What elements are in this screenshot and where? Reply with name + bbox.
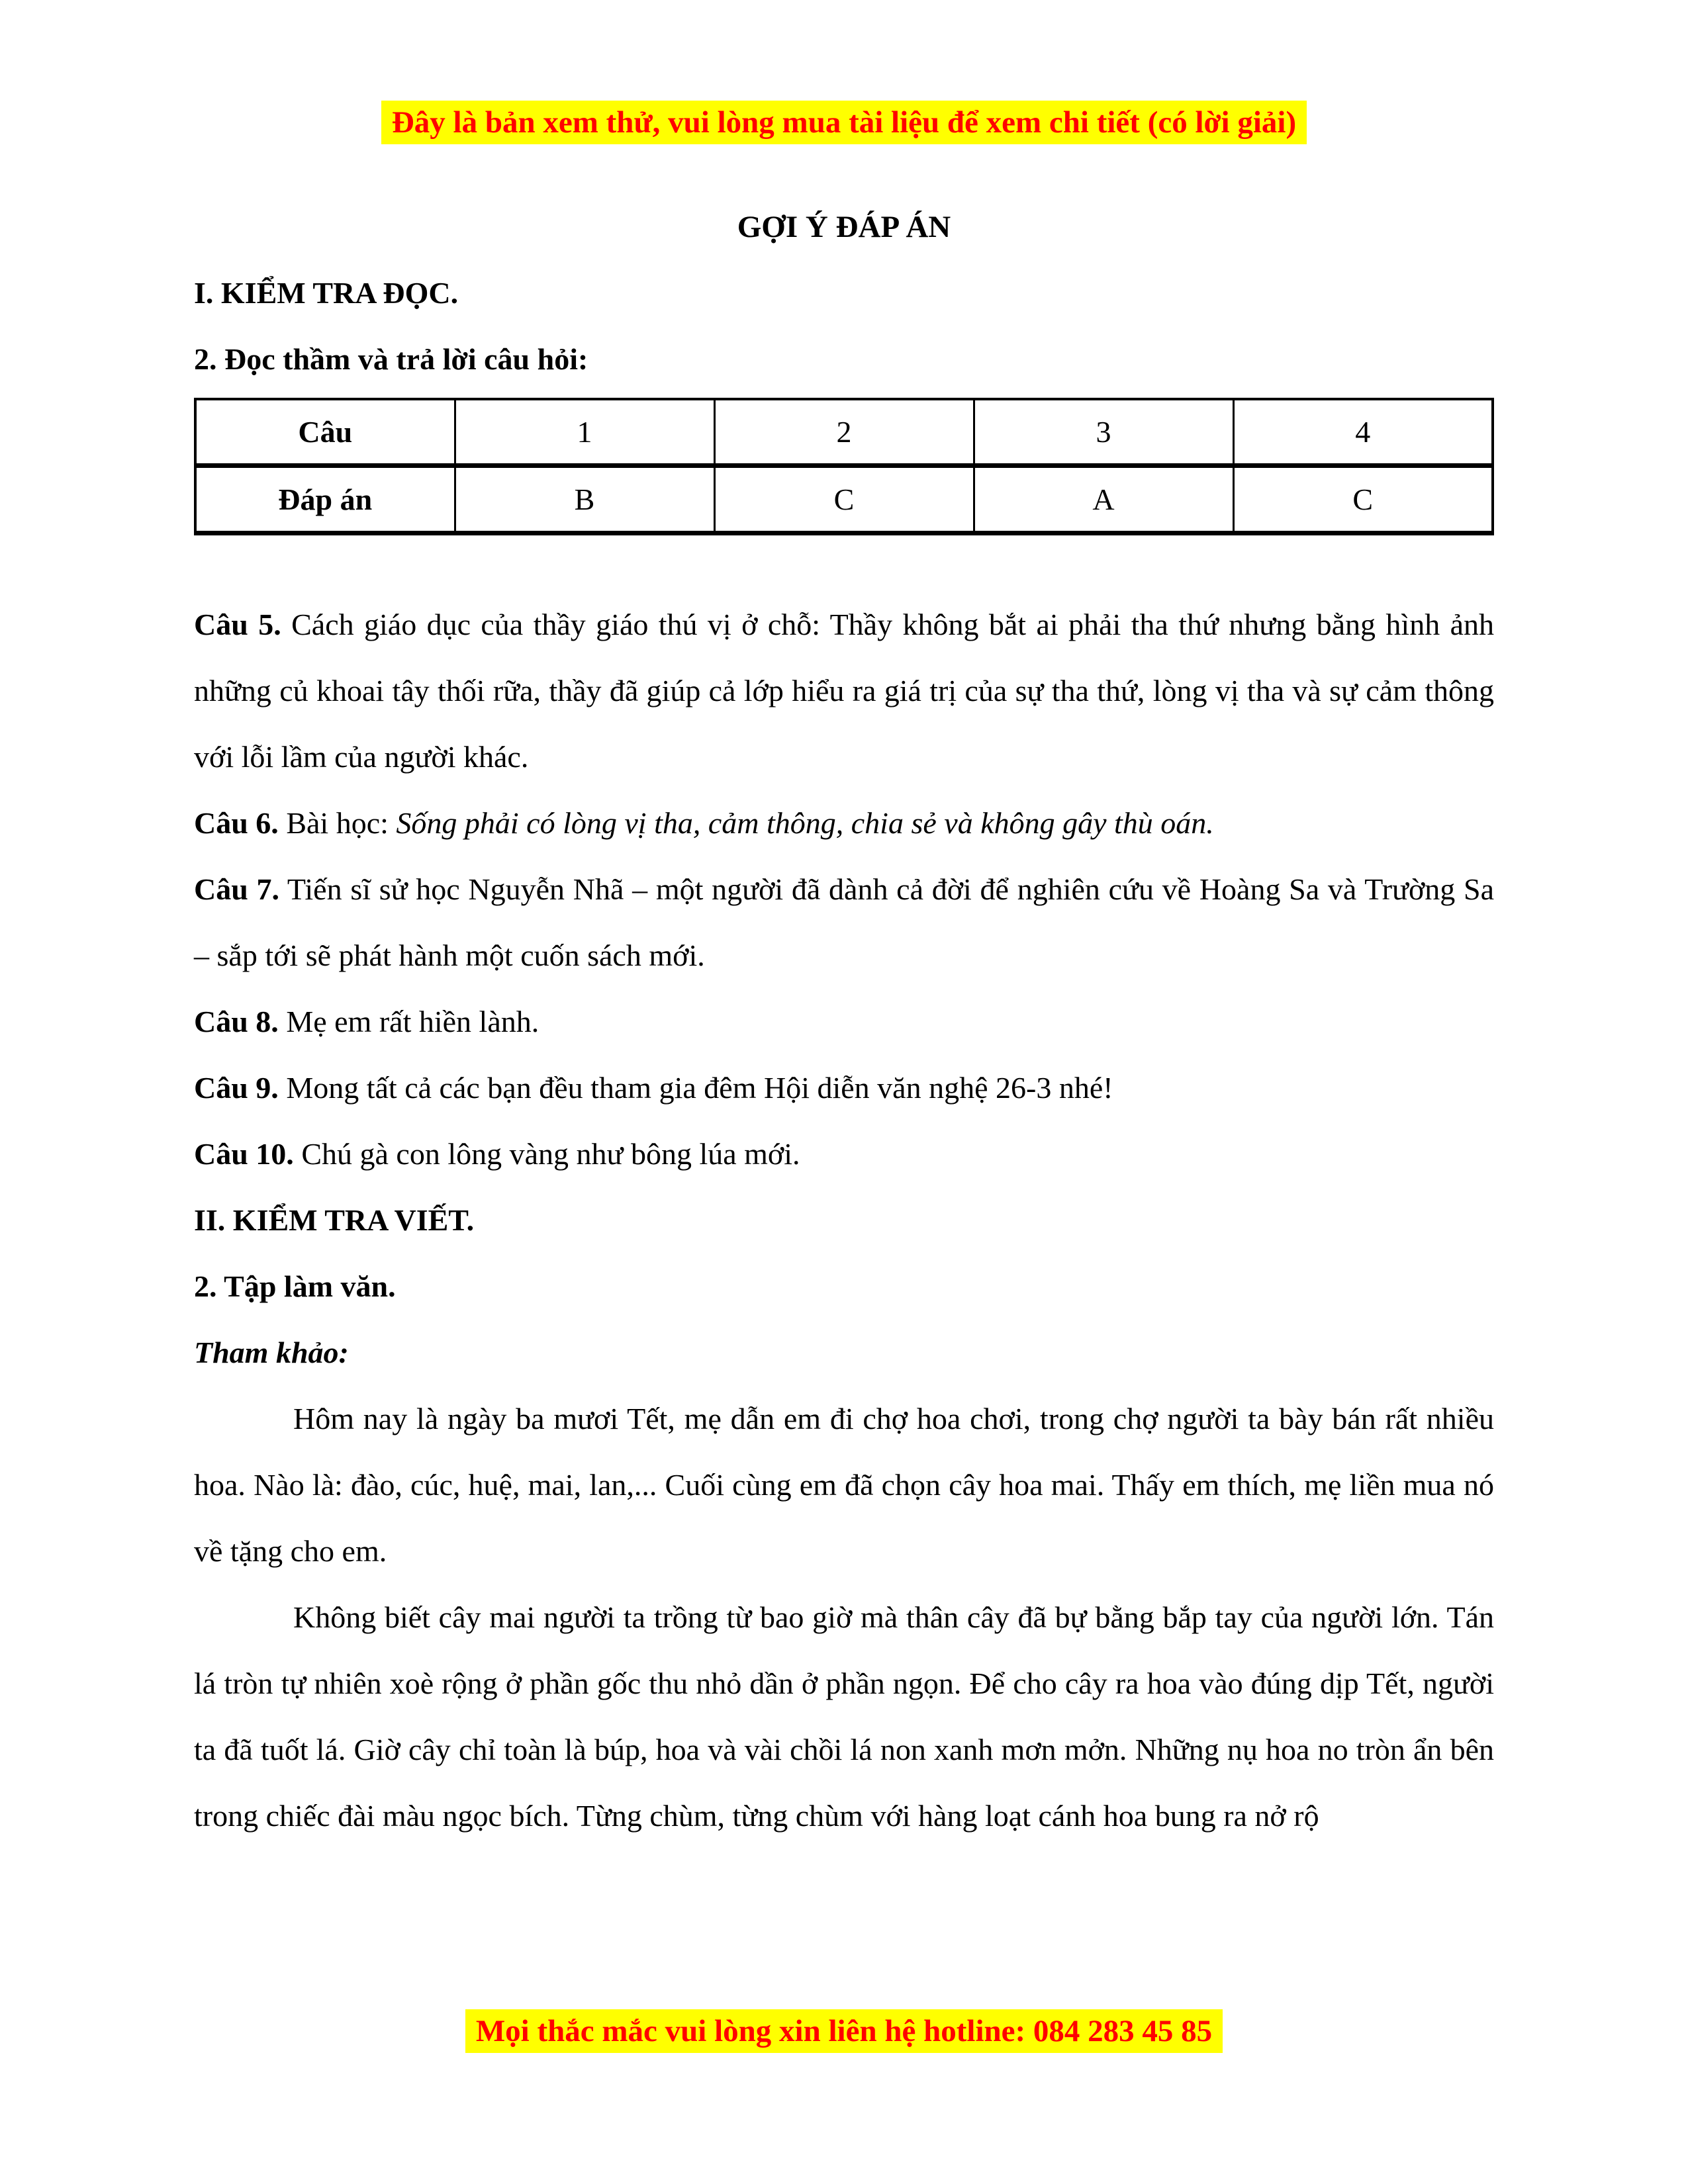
answer-value-4: C [1233,466,1493,533]
section-1-heading: I. KIỂM TRA ĐỌC. [194,276,459,310]
hotline-banner-row [0,2009,1688,2053]
answer-cau-5-label: Câu 5. [194,608,281,641]
answer-row-label: Đáp án [195,466,455,533]
answer-cau-9 [194,1055,1494,1121]
section-2-subheading: 2. Tập làm văn. [194,1269,396,1303]
answer-cau-10-text: Chú gà con lông vàng như bông lúa mới. [301,1137,800,1171]
preview-banner-row [0,0,1688,144]
answer-value-2: C [714,466,974,533]
question-number-1: 1 [455,399,714,466]
answer-cau-5-text: Cách giáo dục của thầy giáo thú vị ở chỗ: Thầy không bắt ai phải tha thứ nhưng bằng hình ảnh những củ khoai tây thối rữa, thầy đã giúp cả lớp hiểu ra giá trị của sự tha thứ, lòng vị tha và sự cảm thông với lỗi lầm của người khác. [194,608,1494,774]
answer-cau-7 [194,856,1494,989]
answer-cau-9-text: Mong tất cả các bạn đều tham gia đêm Hội diễn văn nghệ 26-3 nhé! [286,1071,1113,1105]
essay-paragraph-2: Không biết cây mai người ta trồng từ bao giờ mà thân cây đã bự bằng bắp tay của người lớn. Tán lá tròn tự nhiên xoè rộng ở phần gốc thu nhỏ dần ở phần ngọn. Để cho cây ra hoa vào đúng dịp Tết, người ta đã tuốt lá. Giờ cây chỉ toàn là búp, hoa và vài chồi lá non xanh mơn mởn. Những nụ hoa no tròn ẩn bên trong chiếc đài màu ngọc bích. Từng chùm, từng chùm với hàng loạt cánh hoa bung ra nở rộ [194,1600,1494,1833]
question-number-2: 2 [714,399,974,466]
answer-table [194,398,1494,535]
answer-cau-6 [194,790,1494,856]
question-row-label: Câu [195,399,455,466]
answer-cau-9-label: Câu 9. [194,1071,279,1105]
answer-cau-5 [194,592,1494,790]
hotline-banner-text: Mọi thắc mắc vui lòng xin liên hệ hotline: 084 283 45 85 [465,2009,1223,2053]
preview-banner-text: Đây là bản xem thử, vui lòng mua tài liệu để xem chi tiết (có lời giải) [381,101,1307,144]
reference-label: Tham khảo: [194,1336,349,1369]
answer-cau-7-label: Câu 7. [194,872,280,906]
answer-cau-6-lead: Bài học: [286,806,389,840]
answer-cau-8 [194,989,1494,1055]
answer-value-1: B [455,466,714,533]
answer-cau-10-label: Câu 10. [194,1137,294,1171]
document-content [0,194,1688,1849]
question-number-3: 3 [974,399,1233,466]
answer-cau-6-italic-text: Sống phải có lòng vị tha, cảm thông, chia sẻ và không gây thù oán. [396,806,1214,840]
answer-list [194,592,1494,1849]
answer-table-question-row [195,399,1493,466]
answer-cau-8-label: Câu 8. [194,1005,279,1038]
answer-cau-10 [194,1121,1494,1187]
question-number-4: 4 [1233,399,1493,466]
essay-paragraph-1: Hôm nay là ngày ba mươi Tết, mẹ dẫn em đi chợ hoa chơi, trong chợ người ta bày bán rất nhiều hoa. Nào là: đào, cúc, huệ, mai, lan,... Cuối cùng em đã chọn cây hoa mai. Thấy em thích, mẹ liền mua nó về tặng cho em. [194,1402,1494,1568]
page-title: GỢI Ý ĐÁP ÁN [737,210,951,244]
section-1-subheading: 2. Đọc thầm và trả lời câu hỏi: [194,342,588,376]
answer-cau-8-text: Mẹ em rất hiền lành. [286,1005,539,1038]
answer-cau-7-text: Tiến sĩ sử học Nguyễn Nhã – một người đã dành cả đời để nghiên cứu về Hoàng Sa và Trường Sa – sắp tới sẽ phát hành một cuốn sách mới. [194,872,1494,972]
answer-cau-6-label: Câu 6. [194,806,279,840]
answer-value-3: A [974,466,1233,533]
answer-table-answer-row [195,466,1493,533]
section-2-heading: II. KIỂM TRA VIẾT. [194,1203,475,1237]
